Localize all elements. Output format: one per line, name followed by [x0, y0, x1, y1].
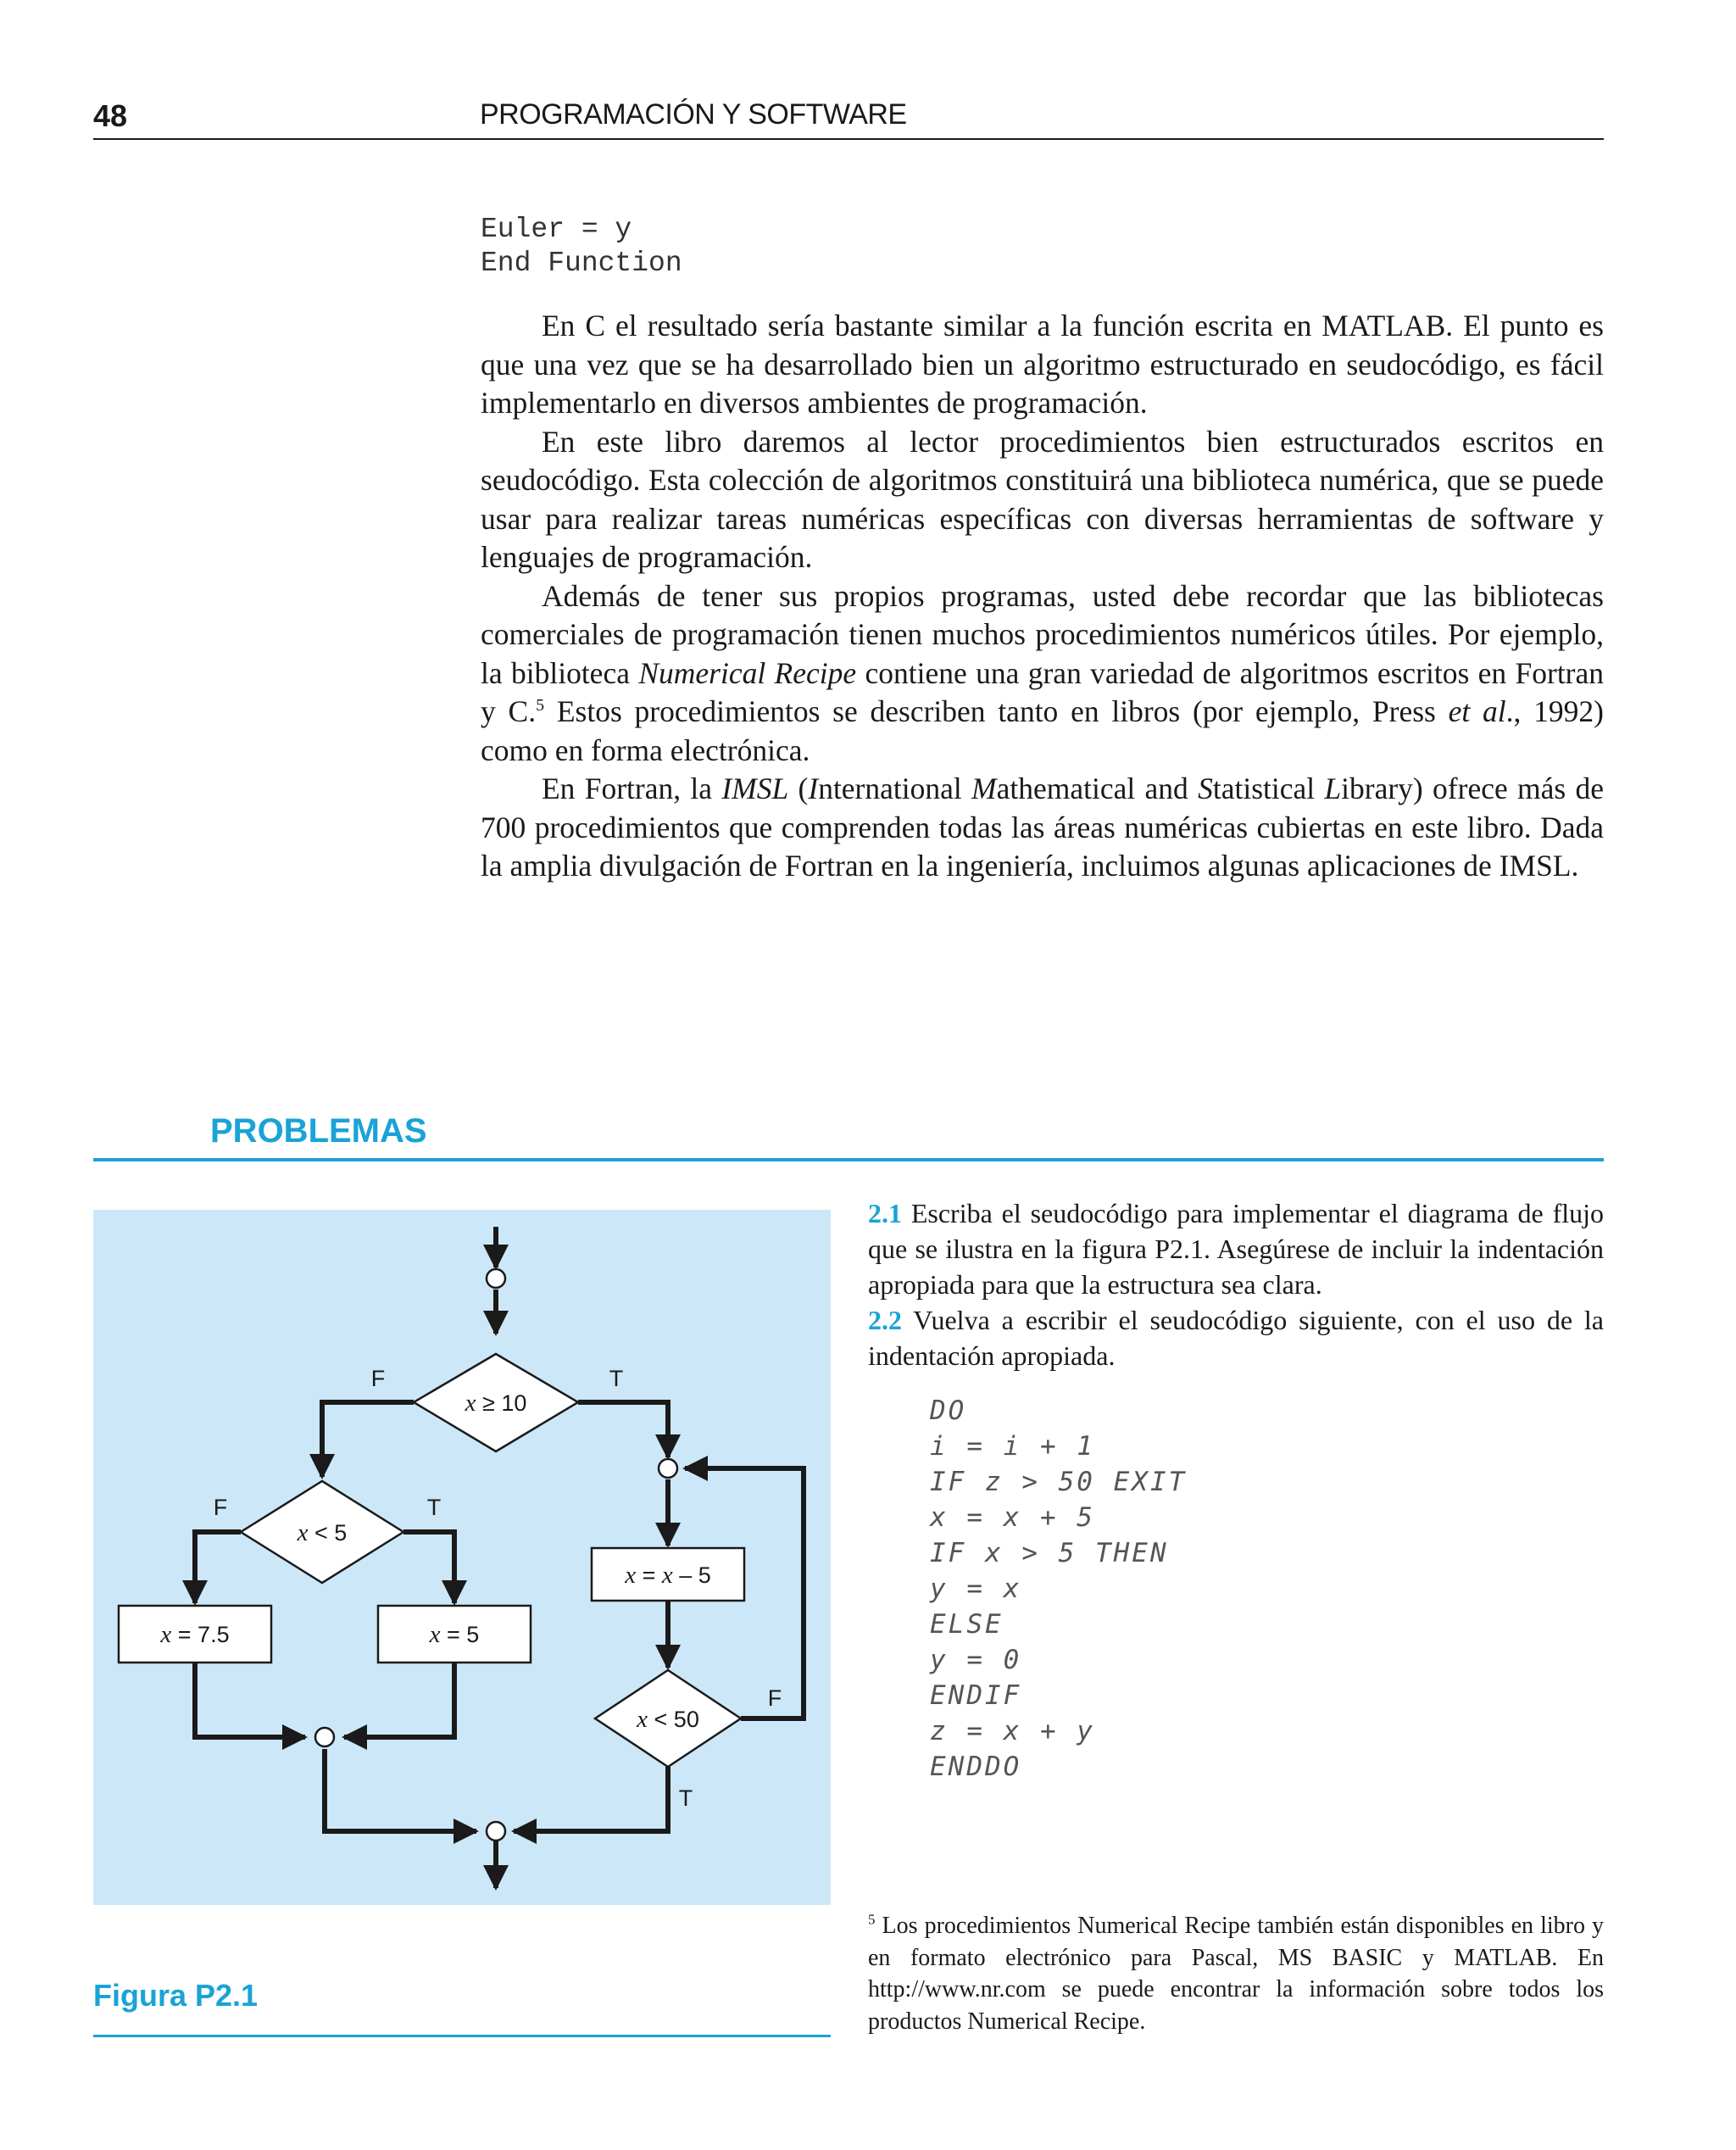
flowchart — [93, 1210, 831, 1905]
branch-label-false: F — [213, 1495, 228, 1520]
pseudocode-line: y = x — [930, 1574, 1022, 1604]
problem-list — [868, 1195, 1604, 1373]
body-text — [481, 307, 1604, 886]
section-heading: PROBLEMAS — [210, 1112, 427, 1150]
branch-label-true: T — [678, 1785, 693, 1811]
paragraph: En C el resultado sería bastante similar a la función escrita en MATLAB. El punto es que una vez que se ha desarrollado bien un algoritmo estructurado en seudocódigo, es fácil implementarlo en diversos ambientes de programación. — [481, 309, 1604, 420]
flow-arrow — [325, 1749, 476, 1831]
header-rule — [93, 138, 1604, 140]
flow-arrow — [195, 1532, 241, 1603]
running-head: PROGRAMACIÓN Y SOFTWARE — [480, 98, 907, 131]
code-line: Euler = y — [481, 214, 632, 245]
pseudocode-line: DO — [930, 1395, 967, 1426]
connector-node — [659, 1459, 677, 1478]
figure-rule — [93, 2035, 831, 2037]
decision-label: x ≥ 10 — [465, 1390, 527, 1417]
connector-node — [315, 1728, 334, 1746]
pseudocode-block — [930, 1393, 1187, 1785]
flow-arrow — [195, 1663, 305, 1737]
branch-label-true: T — [426, 1495, 442, 1520]
pseudocode-line: IF x > 5 THEN — [930, 1538, 1169, 1568]
branch-label-true: T — [609, 1366, 624, 1391]
pseudocode-line: x = x + 5 — [930, 1502, 1095, 1533]
paragraph: Además de tener sus propios programas, usted debe recordar que las bibliotecas comerciales de programación tienen muchos procedimientos numéricos útiles. Por ejemplo, la biblioteca Numerical Recipe contiene una gran variedad de algoritmos escritos en Fortran y C.$^5$ Estos procedimientos se describen tanto en libros (por ejemplo, Press et al., 1992) como en forma electrónica. — [481, 578, 1605, 767]
footnote: $^5$ Los procedimientos Numerical Recipe también están disponibles en libro y en formato electrónico para Pascal, MS BASIC y MATLAB. En http://www.nr.com se puede encontrar la información sobre todos los productos Numerical Recipe. — [868, 1911, 1604, 2035]
footnote-ref: 5 — [536, 696, 545, 716]
figure-caption: Figura P2.1 — [93, 1978, 259, 2013]
flow-arrow — [403, 1532, 454, 1603]
branch-label-false: F — [767, 1685, 782, 1711]
problem-2-1: 2.1 Escriba el seudocódigo para implementar el diagrama de flujo que se ilustra en la figura P2.1. Asegúrese de incluir la indentación apropiada para que la estructura sea clara. — [868, 1198, 1604, 1300]
process-label: x = 7.5 — [160, 1621, 230, 1648]
connector-node — [487, 1822, 505, 1841]
decision-label: x < 50 — [637, 1706, 699, 1733]
flowchart-figure — [93, 1210, 831, 1905]
paragraph: En este libro daremos al lector procedimientos bien estructurados escritos en seudocódigo. Esta colección de algoritmos constituirá una biblioteca numérica, que se puede usar para realizar tareas numéricas específicas con diversas herramientas de software y lenguajes de programación. — [481, 424, 1604, 574]
decision-label: x < 5 — [297, 1519, 348, 1546]
footnote-marker: 5 — [868, 1911, 876, 1928]
process-label: x = x – 5 — [625, 1562, 711, 1589]
pseudocode-line: ENDIF — [930, 1680, 1022, 1711]
pseudocode-line: i = i + 1 — [930, 1431, 1095, 1462]
problem-2-2: 2.2 Vuelva a escribir el seudocódigo siguiente, con el uso de la indentación apropiada. — [868, 1305, 1604, 1371]
pseudocode-line: ELSE — [930, 1609, 1004, 1640]
flow-arrow — [578, 1402, 668, 1457]
section-rule — [93, 1158, 1604, 1161]
process-label: x = 5 — [429, 1621, 480, 1648]
flow-arrow — [344, 1663, 454, 1737]
problem-number: 2.2 — [868, 1305, 902, 1335]
flow-arrow — [322, 1402, 414, 1477]
paragraph: En Fortran, la IMSL (International Mathematical and Statistical Library) ofrece más de 700 procedimientos que comprenden todas las áreas numéricas cubiertas en este libro. Dada la amplia divulgación de Fortran en la ingeniería, incluimos algunas aplicaciones de IMSL. — [481, 771, 1605, 883]
pseudocode-line: z = x + y — [930, 1716, 1095, 1746]
code-line: End Function — [481, 248, 682, 279]
pseudocode-line: ENDDO — [930, 1752, 1022, 1782]
connector-node — [487, 1269, 505, 1288]
page-number: 48 — [93, 98, 128, 133]
pseudocode-line: y = 0 — [930, 1645, 1022, 1675]
pseudocode-line: IF z > 50 EXIT — [930, 1467, 1188, 1497]
branch-label-false: F — [370, 1366, 386, 1391]
problem-number: 2.1 — [868, 1198, 902, 1228]
flow-arrow — [514, 1767, 668, 1831]
